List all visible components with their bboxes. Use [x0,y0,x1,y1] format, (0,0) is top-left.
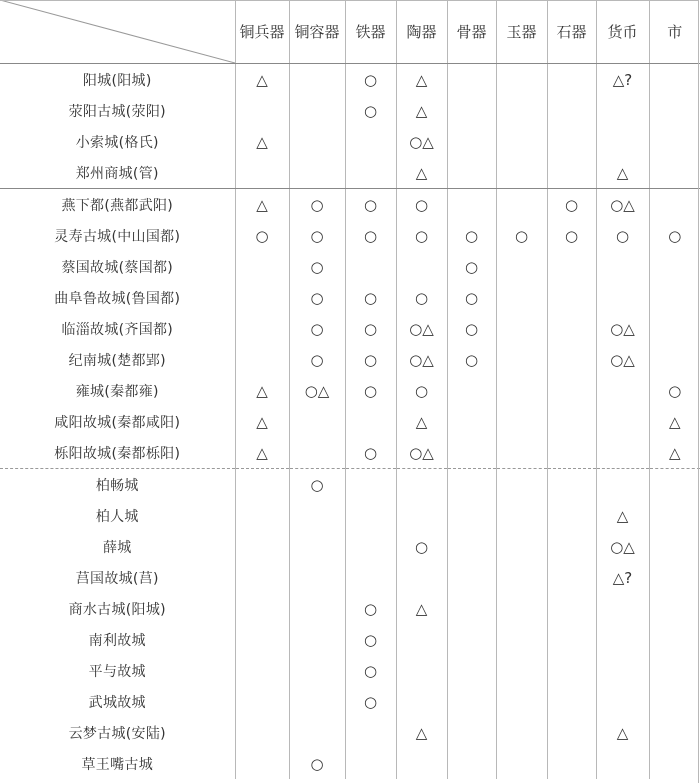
mark-cell: ○ [547,189,596,221]
mark-cell [496,562,547,593]
mark-cell: △ [396,157,447,189]
mark-cell [345,406,396,437]
mark-cell [649,469,700,501]
site-name: 柏畅城 [95,477,139,494]
mark-cell [596,469,649,501]
mark-cell [289,655,345,686]
mark-cell [345,157,396,189]
mark-cell [289,157,345,189]
mark-cell: ○△ [396,313,447,344]
mark-cell [396,686,447,717]
mark-cell: ○ [396,220,447,251]
mark-cell [496,593,547,624]
column-header: 石器 [547,0,596,64]
table-row [0,531,700,562]
mark-cell [496,748,547,779]
table-row [0,375,700,406]
mark-cell [547,437,596,469]
mark-cell [596,126,649,157]
mark-cell [547,282,596,313]
mark-cell [235,157,289,189]
table-row [0,469,700,501]
mark-cell [396,624,447,655]
mark-cell [345,469,396,501]
mark-cell [396,500,447,531]
table-row [0,157,700,189]
mark-cell: ○ [596,220,649,251]
mark-cell [649,126,700,157]
mark-cell [649,157,700,189]
mark-cell [235,624,289,655]
mark-cell: △? [596,64,649,96]
mark-cell [547,655,596,686]
mark-cell [235,344,289,375]
mark-cell: ○△ [596,313,649,344]
mark-cell [235,313,289,344]
table-row [0,251,700,282]
mark-cell [447,500,496,531]
mark-cell [596,437,649,469]
mark-cell: ○△ [596,344,649,375]
mark-cell: ○ [447,251,496,282]
mark-cell: ○ [289,748,345,779]
mark-cell [447,437,496,469]
site-name: 燕下都(燕都武阳) [61,197,174,214]
table-body [0,64,700,780]
mark-cell [496,375,547,406]
mark-cell [447,469,496,501]
mark-cell [289,686,345,717]
site-name: 临淄故城(齐国都) [61,321,174,338]
table-row [0,189,700,221]
mark-cell: ○ [396,375,447,406]
table-row [0,64,700,96]
mark-cell: △ [396,593,447,624]
mark-cell [547,344,596,375]
site-name: 武城故城 [88,694,146,711]
mark-cell: ○ [396,282,447,313]
mark-cell: △ [235,64,289,96]
site-name: 阳城(阳城) [82,72,152,89]
mark-cell: △ [649,406,700,437]
mark-cell [547,562,596,593]
site-name: 曲阜鲁故城(鲁国都) [54,290,181,307]
table-row [0,624,700,655]
mark-cell [235,686,289,717]
mark-cell [496,95,547,126]
mark-cell [496,251,547,282]
site-name: 薛城 [102,539,132,556]
mark-cell: ○ [649,375,700,406]
mark-cell [547,95,596,126]
mark-cell [289,624,345,655]
mark-cell [447,406,496,437]
mark-cell [649,282,700,313]
mark-cell: ○ [547,220,596,251]
site-name: 草王嘴古城 [81,756,153,773]
mark-cell [596,282,649,313]
mark-cell: ○ [649,220,700,251]
mark-cell: ○ [235,220,289,251]
mark-cell: ○ [447,220,496,251]
mark-cell [447,95,496,126]
mark-cell [447,189,496,221]
mark-cell [447,748,496,779]
diagonal-divider [0,0,235,63]
column-header: 货币 [596,0,649,64]
mark-cell: ○ [396,189,447,221]
mark-cell [547,251,596,282]
corner-cell [0,0,235,64]
mark-cell [289,437,345,469]
header-row [0,0,700,64]
mark-cell: ○ [289,344,345,375]
site-name: 平与故城 [88,663,146,680]
mark-cell [447,562,496,593]
mark-cell [649,531,700,562]
mark-cell: △ [235,189,289,221]
table-row [0,282,700,313]
mark-cell: △ [235,437,289,469]
mark-cell: △ [396,717,447,748]
mark-cell [396,655,447,686]
mark-cell [496,686,547,717]
mark-cell [447,593,496,624]
mark-cell: ○ [345,282,396,313]
mark-cell [345,251,396,282]
mark-cell [235,469,289,501]
mark-cell [396,251,447,282]
table-row [0,655,700,686]
mark-cell: ○ [345,220,396,251]
mark-cell [235,95,289,126]
mark-cell: ○ [289,313,345,344]
mark-cell [289,500,345,531]
site-name: 柏人城 [95,508,139,525]
mark-cell: ○ [447,282,496,313]
mark-cell [547,593,596,624]
mark-cell [496,717,547,748]
mark-cell [345,500,396,531]
column-header: 玉器 [496,0,547,64]
site-name: 荥阳古城(荥阳) [68,103,166,120]
mark-cell [547,313,596,344]
mark-cell [496,157,547,189]
site-name: 灵寿古城(中山国都) [54,228,181,245]
mark-cell [345,748,396,779]
mark-cell [235,531,289,562]
mark-cell [596,95,649,126]
mark-cell [345,126,396,157]
mark-cell: ○ [345,344,396,375]
mark-cell [396,469,447,501]
mark-cell [547,375,596,406]
mark-cell [596,686,649,717]
mark-cell [496,655,547,686]
mark-cell: △ [596,157,649,189]
mark-cell: △ [596,717,649,748]
mark-cell [289,64,345,96]
column-header: 市 [649,0,700,64]
mark-cell [447,624,496,655]
mark-cell [447,717,496,748]
mark-cell: ○ [447,344,496,375]
mark-cell [235,748,289,779]
mark-cell: ○△ [596,531,649,562]
mark-cell: ○△ [396,437,447,469]
table-row [0,593,700,624]
mark-cell [547,500,596,531]
mark-cell: ○ [496,220,547,251]
mark-cell: ○ [345,655,396,686]
site-name: 小索城(格氏) [75,134,159,151]
mark-cell: ○ [396,531,447,562]
mark-cell: △ [396,95,447,126]
mark-cell [596,251,649,282]
mark-cell [649,593,700,624]
column-header: 陶器 [396,0,447,64]
mark-cell [596,375,649,406]
mark-cell [496,469,547,501]
mark-cell [547,469,596,501]
mark-cell [649,500,700,531]
mark-cell [496,126,547,157]
mark-cell [649,686,700,717]
mark-cell [596,748,649,779]
mark-cell [235,562,289,593]
mark-cell [447,655,496,686]
mark-cell: △ [235,375,289,406]
mark-cell: ○△ [289,375,345,406]
mark-cell [547,126,596,157]
mark-cell [235,717,289,748]
mark-cell: ○ [289,251,345,282]
mark-cell [547,157,596,189]
site-name: 栎阳故城(秦都栎阳) [0,437,235,469]
mark-cell [596,406,649,437]
mark-cell: ○ [447,313,496,344]
mark-cell [547,748,596,779]
mark-cell [547,686,596,717]
table-row [0,748,700,779]
mark-cell [235,282,289,313]
mark-cell [289,593,345,624]
site-name: 蔡国故城(蔡国都) [61,259,174,276]
mark-cell [345,562,396,593]
mark-cell [547,624,596,655]
mark-cell [447,157,496,189]
mark-cell: ○△ [396,344,447,375]
mark-cell: ○ [345,313,396,344]
mark-cell: △ [596,500,649,531]
mark-cell [447,375,496,406]
mark-cell [235,500,289,531]
mark-cell [447,531,496,562]
mark-cell [496,437,547,469]
column-header: 铜兵器 [235,0,289,64]
mark-cell [496,313,547,344]
mark-cell [496,531,547,562]
mark-cell [649,95,700,126]
table-row [0,344,700,375]
mark-cell [396,562,447,593]
mark-cell [289,562,345,593]
site-name: 郑州商城(管) [0,157,235,189]
mark-cell [447,686,496,717]
mark-cell [649,64,700,96]
mark-cell: △ [396,64,447,96]
column-header: 铁器 [345,0,396,64]
mark-cell [496,624,547,655]
mark-cell [496,189,547,221]
mark-cell [496,406,547,437]
mark-cell: ○ [345,95,396,126]
table-row [0,406,700,437]
site-name: 云梦古城(安陆) [68,725,166,742]
table-row [0,313,700,344]
mark-cell: ○ [289,189,345,221]
mark-cell: △? [596,562,649,593]
mark-cell [345,531,396,562]
site-name: 咸阳故城(秦都咸阳) [54,414,181,431]
mark-cell [649,748,700,779]
mark-cell [649,251,700,282]
mark-cell: △ [235,126,289,157]
mark-cell [289,406,345,437]
mark-cell: ○△ [396,126,447,157]
site-name: 雍城(秦都雍) [75,383,159,400]
mark-cell: △ [649,437,700,469]
mark-cell: ○ [289,469,345,501]
table-row [0,686,700,717]
mark-cell: ○ [345,686,396,717]
site-name: 南利故城 [88,632,146,649]
mark-cell [235,655,289,686]
mark-cell [649,562,700,593]
mark-cell [396,748,447,779]
mark-cell: ○ [345,375,396,406]
mark-cell: ○ [345,624,396,655]
site-name: 纪南城(楚都郢) [68,352,166,369]
mark-cell [496,500,547,531]
mark-cell [289,717,345,748]
site-name: 莒国故城(莒) [75,570,159,587]
mark-cell: ○ [345,189,396,221]
mark-cell [649,313,700,344]
mark-cell [496,344,547,375]
mark-cell [289,531,345,562]
mark-cell [596,655,649,686]
mark-cell: △ [235,406,289,437]
mark-cell [649,344,700,375]
mark-cell [547,531,596,562]
mark-cell [649,717,700,748]
mark-cell: ○ [289,282,345,313]
table-row [0,717,700,748]
table-row [0,220,700,251]
mark-cell [649,655,700,686]
mark-cell: ○ [345,437,396,469]
table-row [0,95,700,126]
mark-cell [596,593,649,624]
site-name: 商水古城(阳城) [68,601,166,618]
table-row [0,126,700,157]
table-row [0,562,700,593]
mark-cell [496,282,547,313]
mark-cell [649,624,700,655]
mark-cell [447,64,496,96]
column-header: 铜容器 [289,0,345,64]
mark-cell [235,251,289,282]
mark-cell [649,189,700,221]
mark-cell: ○ [345,64,396,96]
mark-cell [596,624,649,655]
mark-cell [289,126,345,157]
mark-cell [547,406,596,437]
mark-cell [496,64,547,96]
mark-cell [447,126,496,157]
column-header: 骨器 [447,0,496,64]
mark-cell [547,64,596,96]
mark-cell: ○△ [596,189,649,221]
mark-cell: ○ [289,220,345,251]
mark-cell: △ [396,406,447,437]
table-row [0,500,700,531]
mark-cell: ○ [345,593,396,624]
mark-cell [345,717,396,748]
mark-cell [547,717,596,748]
mark-cell [235,593,289,624]
mark-cell [289,95,345,126]
table-row [0,437,700,469]
